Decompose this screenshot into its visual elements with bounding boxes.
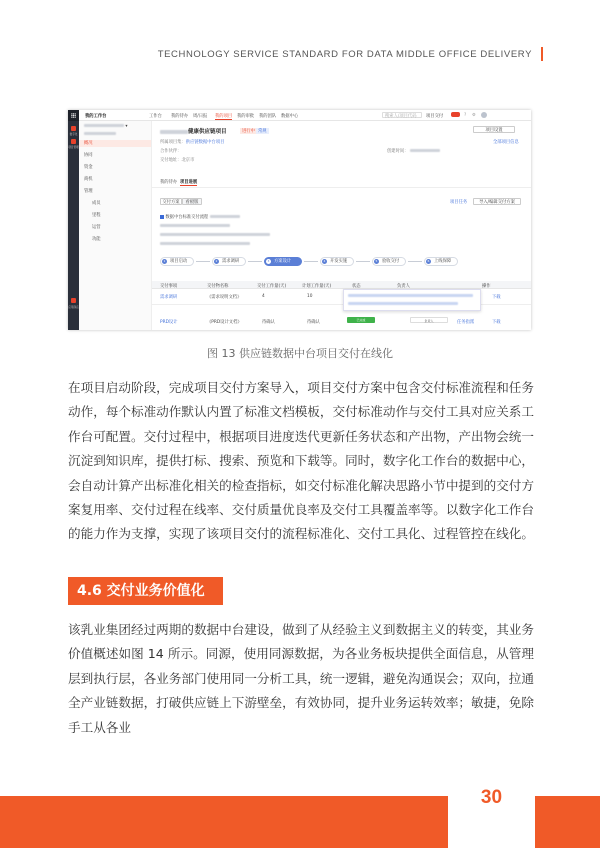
section-heading: 4.6 交付业务价值化 [77,583,205,599]
table-row: 需求调研 《需求说明文档》 4 10 下载 [152,289,531,305]
running-header: TECHNOLOGY SERVICE STANDARD FOR DATA MIDDLE OFFICE DELIVERY [157,49,532,60]
blurred-line [160,242,250,247]
project-field-2: 合作伙伴： [160,149,182,154]
step-arrow [356,261,370,262]
nav-item[interactable]: 数据中心 [281,114,299,119]
project-sidebar [79,121,152,330]
rail-icon-2[interactable] [71,139,76,144]
sidebar-item-milestone[interactable]: 里程 [92,213,101,218]
project-field-1: 所属项目集：供应链数据中台项目 [160,140,225,145]
notification-badge[interactable] [451,112,460,117]
step-2[interactable]: 2 需求调研 [212,257,246,266]
sidebar-item-ops[interactable]: 运营 [92,225,101,230]
app-brand: 我的工作台 [85,114,107,119]
standard-process-label: 数据中台标准交付流程 [160,214,240,220]
subtab-board[interactable]: 看板版 [182,198,202,205]
figure-caption: 图 13 供应链数据中台项目交付在线化 [207,347,393,360]
top-nav [79,110,531,121]
nav-item[interactable]: 我的团队 [259,114,277,119]
app-grid-icon[interactable] [68,110,79,121]
sidebar-sub [84,132,148,139]
subtab-plan[interactable]: 交付方案 [160,198,182,205]
status-done-pill[interactable]: 已完成 [347,317,375,323]
paragraph-1: 在项目启动阶段，完成项目交付方案导入，项目交付方案中包含交付标准流程和任务动作，每个标准动作默认内置了标准文档模板，交付标准动作与交付工具对应关系工作台可配置。交付过程中，根据项目进度迭代更新任务状态和产出物，产出物会统一沉淀到知识库，提供打标、搜索、预览和下载等。同时，数字化工作台的数据中心，会自动计算产出标准化相关的检查指标，如交付标准化解决思路小节中提到的交付方案复用率、交付过程在线率、交付质量优良率及交付工具覆盖率等。以数字化工作台的能力作为支撑，实现了该项目交付的流程标准化、交付工具化、过程管控在线化。 [68,380,534,542]
step-arrow [248,261,262,262]
nav-item[interactable]: 周/日报 [193,114,208,119]
rail-label-2: 项目管理 [68,146,79,149]
nav-item[interactable]: 工作台 [149,114,162,119]
help-icon[interactable]: ? [464,113,467,118]
rail-icon-1[interactable] [71,126,76,131]
tab-progress[interactable]: 项目进展 [180,180,198,185]
rail-label-3: 应用商店 [68,306,79,309]
search-input[interactable]: 搜索人/项目代码 [382,112,422,118]
figure-screenshot [68,110,531,330]
project-main [152,121,531,330]
settings-icon[interactable]: ⚙ [472,113,476,118]
step-5[interactable]: 5 验收交付 [372,257,406,266]
avatar[interactable] [481,112,487,118]
step-1[interactable]: 1 项目启动 [160,257,194,266]
left-rail [68,110,79,330]
project-settings-button[interactable]: 项目设置 [473,126,515,133]
doc-popup [343,289,481,311]
table-row: PRD设计 《PRD设计文档》 待确认 待确认 已完成 负责人 任务指派 下载 [160,318,501,325]
blurred-line [160,224,230,229]
sidebar-item-opportunity[interactable]: 商机 [84,177,93,182]
project-title: 健康供应链项目 [160,127,227,135]
sidebar-item-funds[interactable]: 资金 [84,165,93,170]
tab-divider [152,187,531,188]
project-task-link[interactable]: 项目任务 [450,200,468,205]
all-info-link[interactable]: 全部项目信息 [493,140,519,145]
created-time: 创建时间： [387,148,440,154]
owner-select[interactable]: 负责人 [410,317,448,323]
sidebar-item-features[interactable]: 功能 [92,237,101,242]
rail-icon-3[interactable] [71,298,76,303]
rail-label-1: 数字化 [69,133,78,136]
step-6[interactable]: 6 上线保障 [424,257,458,266]
step-4[interactable]: 4 开发实施 [320,257,354,266]
paragraph-2: 该乳业集团经过两期的数据中台建设，做到了从经验主义到数据主义的转变，其业务价值概述如图 14 所示。同源，使用同源数据，为各业务板块提供全面信息，从管理层到执行层，各业务部门使用同一分析工具，统一逻辑，避免沟通误会；双向，拉通全产业链数据，打破供应链上下游壁垒，有效协同，提升业务运转效率；敏捷，免除手工从各业 [68,622,534,735]
project-field-3: 交付地址：北京市 [160,158,195,163]
status-badge: 进行中 [242,129,255,134]
import-plan-button[interactable]: 导入/编辑交付方案 [473,198,521,205]
sidebar-project-selector[interactable]: ▾ [84,124,148,131]
project-delivery-link[interactable]: 项目交付 [426,114,444,119]
blurred-line [160,233,270,238]
type-badge: 常规 [258,129,267,134]
step-arrow [196,261,210,262]
nav-item[interactable]: 我的审批 [237,114,255,119]
sidebar-item-manage[interactable]: 管理 [84,189,93,194]
sidebar-item-collab[interactable]: 协同 [84,153,93,158]
page-number: 30 [480,787,503,808]
sidebar-item-overview[interactable]: 概况 [79,140,151,147]
step-arrow [408,261,422,262]
tab-todo[interactable]: 我的待办 [160,180,178,185]
nav-item-active[interactable]: 我的项目 [215,114,233,119]
nav-item[interactable]: 我的待办 [171,114,189,119]
table-header: 交付事项 交付物名称 交付工作量(天) 计划工作量(天) 状态 负责人 操作 [152,281,531,289]
step-3-active[interactable]: 3 方案设计 [264,257,302,266]
header-accent-bar [541,47,543,61]
step-arrow [304,261,318,262]
sidebar-item-members[interactable]: 成员 [92,201,101,206]
